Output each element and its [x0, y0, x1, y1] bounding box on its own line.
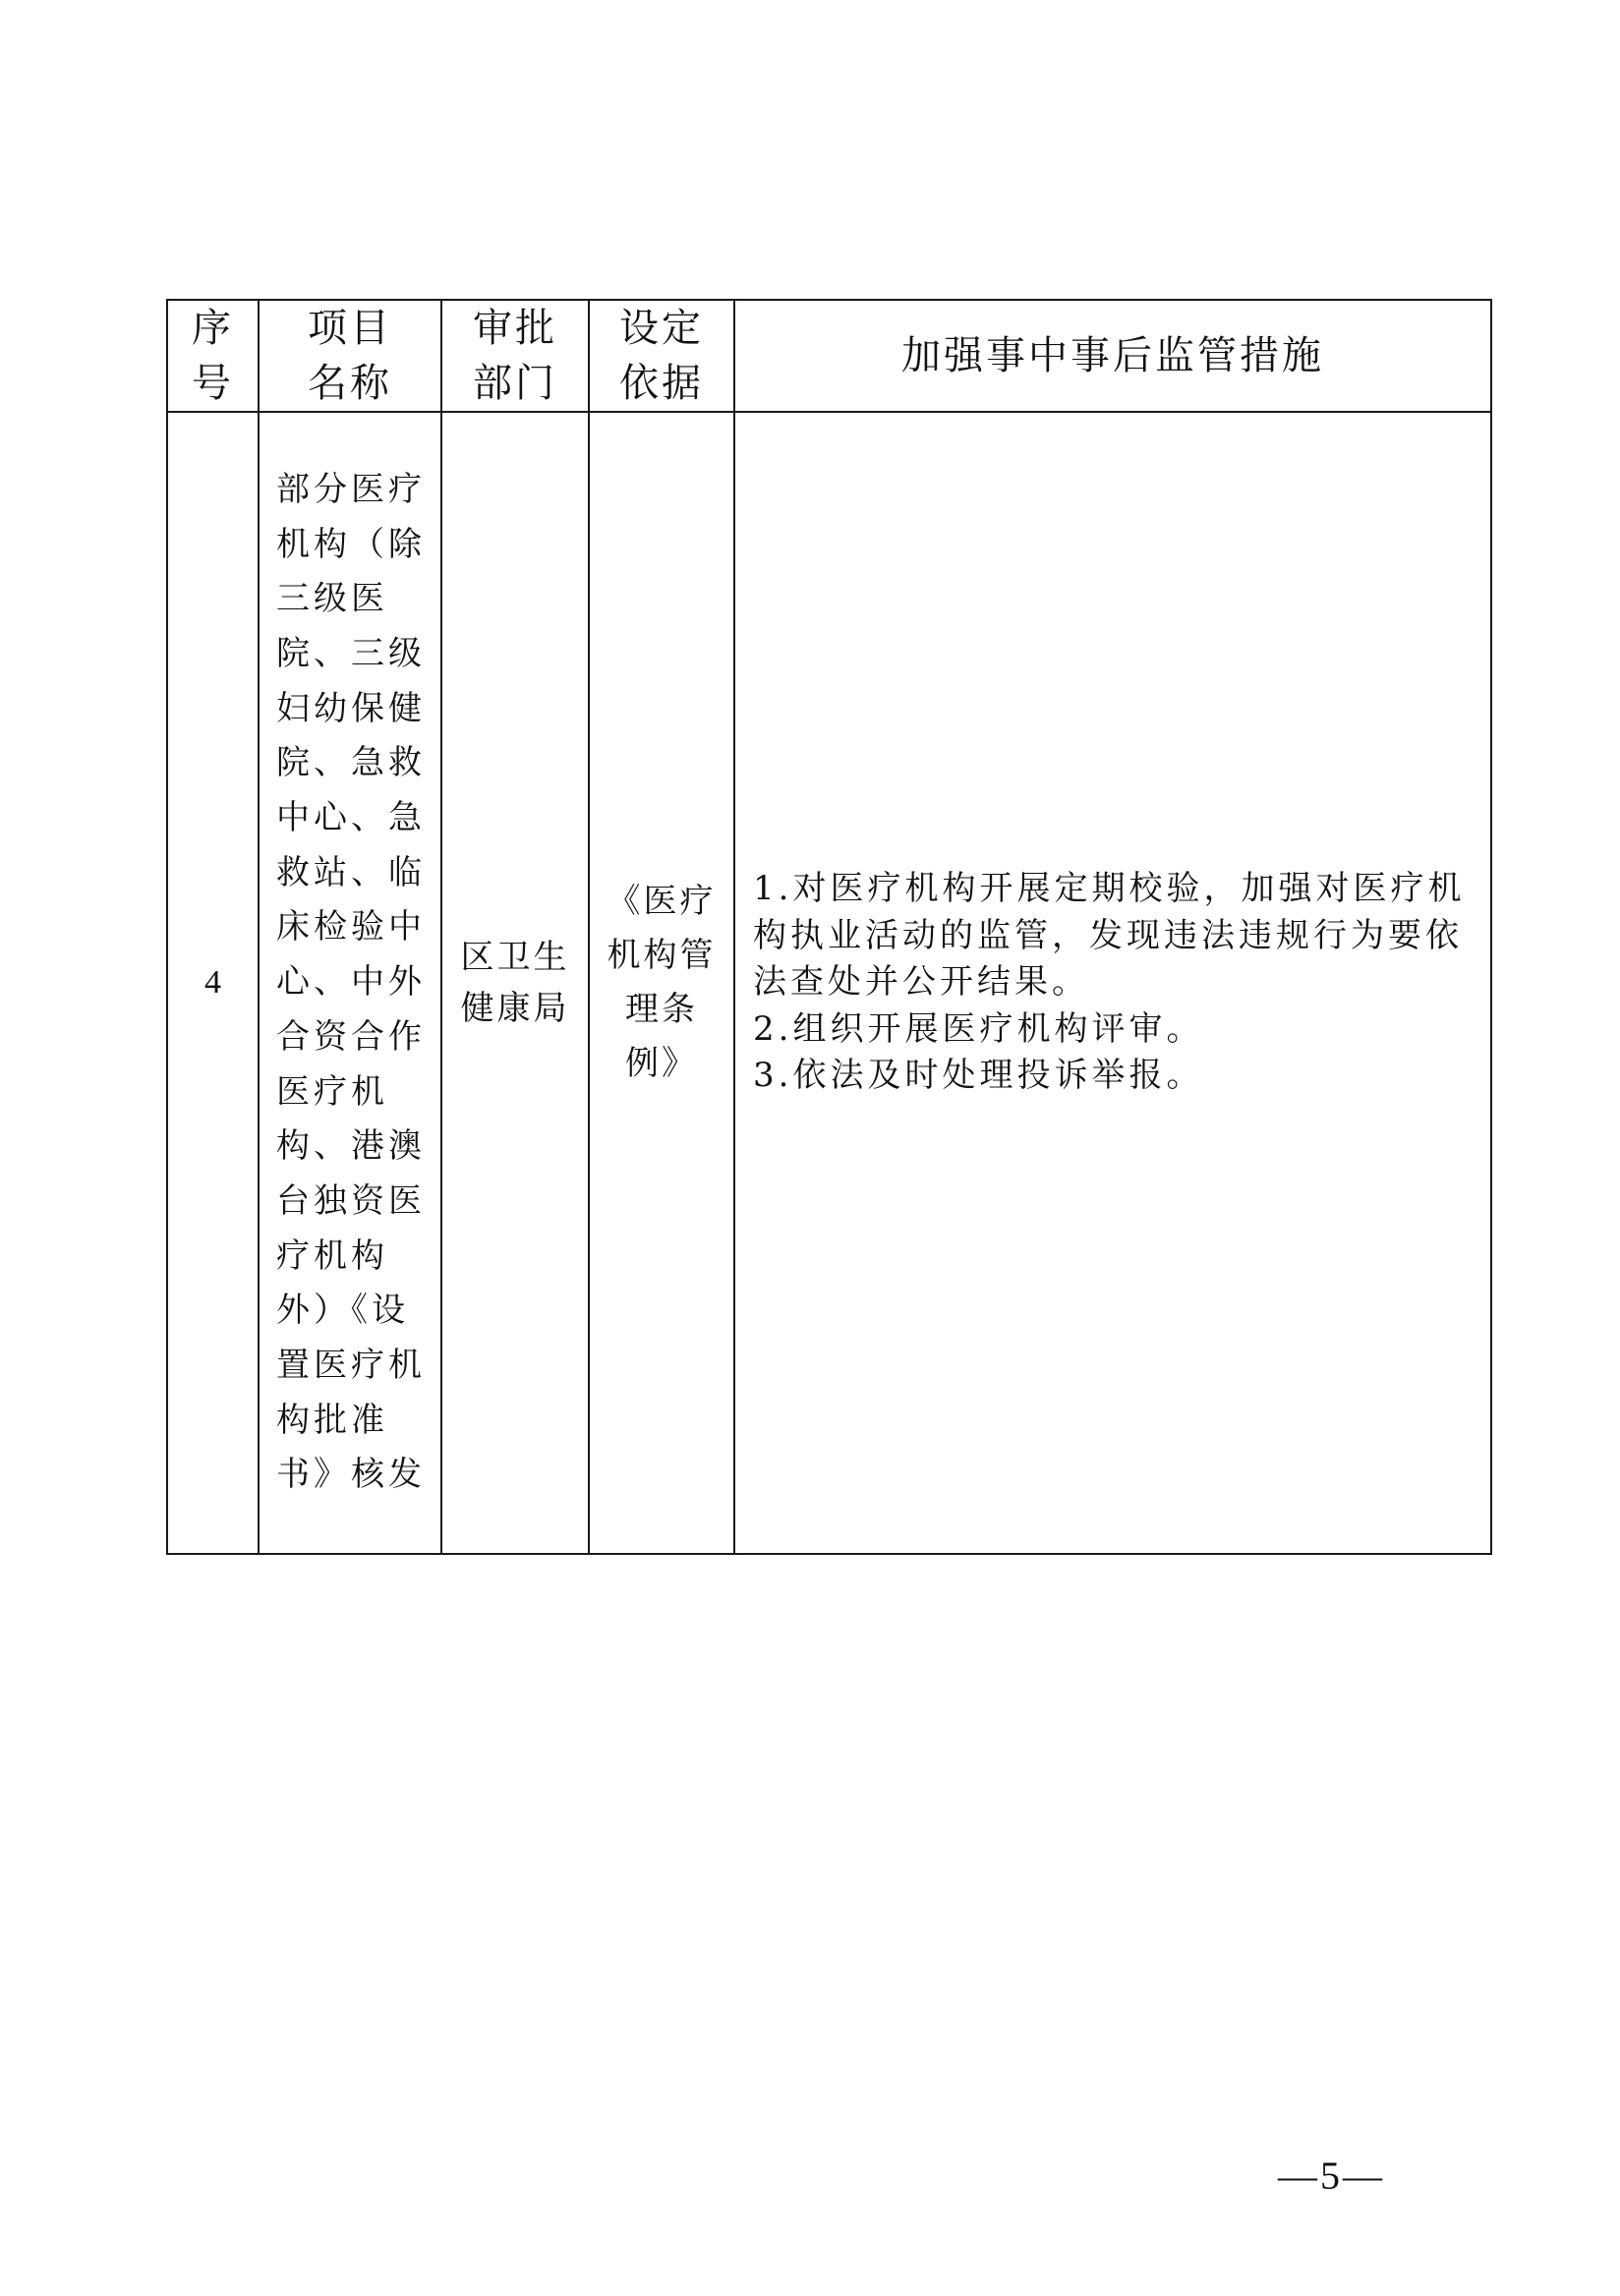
- measures-line: 构执业活动的监管，发现违法违规行为要依: [753, 915, 1463, 955]
- row-index: 4: [204, 964, 221, 1001]
- header-line: 加强事中事后监管措施: [901, 333, 1324, 378]
- header-line: 设定: [619, 306, 704, 351]
- measures-line: 3.依法及时处理投诉举报。: [753, 1056, 1204, 1096]
- measures-line: 1.对医疗机构开展定期校验，加强对医疗机: [753, 869, 1466, 909]
- item-name-line: 院、急救: [276, 743, 426, 783]
- item-name-line: 医疗机: [276, 1071, 388, 1112]
- item-name-line: 合资合作: [276, 1016, 426, 1057]
- department-line: 健康局: [460, 989, 570, 1028]
- item-name-line: 书》核发: [276, 1455, 426, 1495]
- row-index-cell: [167, 412, 259, 1554]
- table-row: [167, 412, 1491, 1554]
- page-number: —5—: [1278, 2153, 1385, 2198]
- measures-cell: [734, 412, 1491, 1554]
- basis-line: 例》: [625, 1044, 698, 1083]
- item-name-line: 院、三级: [276, 633, 426, 673]
- item-name-line: 置医疗机: [276, 1346, 426, 1386]
- table-header-row: [167, 300, 1491, 412]
- basis-cell: [589, 412, 734, 1554]
- basis-line: 《医疗: [607, 882, 717, 921]
- header-measures: [734, 300, 1491, 412]
- item-name-line: 疗机构: [276, 1235, 388, 1276]
- item-name-line: 机构（除: [276, 524, 426, 564]
- item-name-line: 台独资医: [276, 1180, 426, 1221]
- basis-line: 理条: [625, 990, 698, 1029]
- department-line: 区卫生: [460, 938, 570, 977]
- header-department: [441, 300, 589, 412]
- header-basis: [589, 300, 734, 412]
- item-name-line: 中心、急: [276, 798, 426, 838]
- measures-line: 2.组织开展医疗机构评审。: [753, 1008, 1204, 1049]
- item-name-line: 妇幼保健: [276, 688, 426, 728]
- item-name-line: 心、中外: [276, 962, 426, 1003]
- measures-line: 法查处并公开结果。: [753, 962, 1089, 1003]
- header-line: 名称: [308, 361, 392, 406]
- header-line: 部门: [473, 361, 557, 406]
- department-cell: [441, 412, 589, 1554]
- header-line: 号: [192, 361, 234, 406]
- item-name-line: 构批准: [276, 1400, 388, 1440]
- header-item-name: [259, 300, 441, 412]
- header-line: 审批: [473, 306, 557, 351]
- item-name-line: 部分医疗: [276, 469, 426, 509]
- supervision-table: [166, 299, 1492, 1555]
- header-line: 项目: [308, 306, 392, 351]
- header-index: [167, 300, 259, 412]
- header-line: 依据: [619, 361, 704, 406]
- item-name-line: 外）《设: [276, 1291, 409, 1331]
- basis-line: 机构管: [607, 936, 717, 975]
- item-name-line: 构、港澳: [276, 1126, 426, 1167]
- item-name-line: 三级医: [276, 579, 388, 619]
- item-name-cell: [259, 412, 441, 1554]
- header-line: 序: [192, 306, 234, 351]
- item-name-line: 救站、临: [276, 852, 426, 892]
- item-name-line: 床检验中: [276, 907, 426, 947]
